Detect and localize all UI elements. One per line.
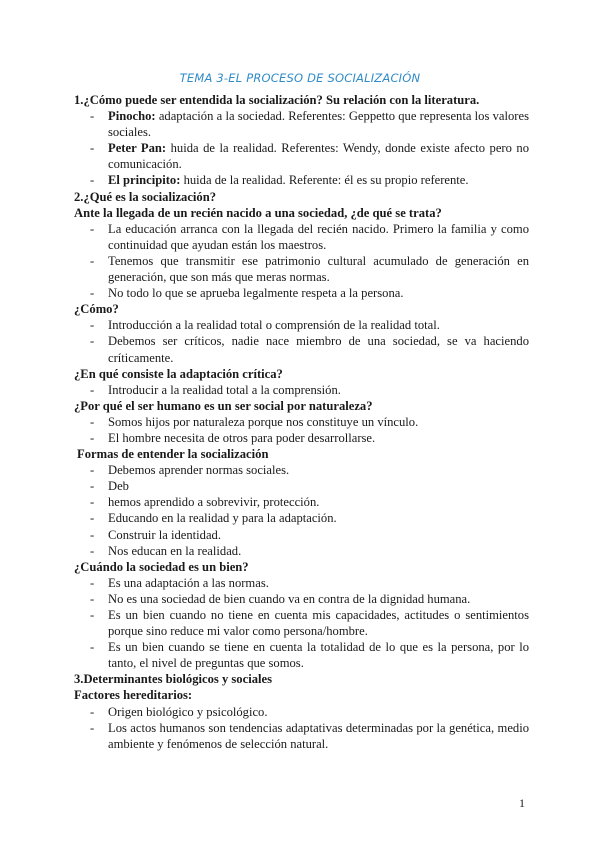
list-item-text: Origen biológico y psicológico. (108, 704, 268, 719)
list-item (74, 478, 529, 494)
list-item (74, 108, 529, 140)
list-item (74, 221, 529, 253)
list-item-text: Construir la identidad. (108, 527, 221, 542)
list-item-text: huida de la realidad. Referentes: Wendy, donde existe afecto pero no comunicación. (108, 141, 529, 172)
section-heading: Formas de entender la socialización (77, 447, 269, 462)
bullet-marker: - (90, 141, 95, 156)
list-item (74, 543, 529, 559)
bullet-marker: - (90, 318, 95, 333)
list-item (74, 704, 529, 720)
bullet-marker: - (90, 109, 95, 124)
section-heading: 3.Determinantes biológicos y sociales (74, 672, 272, 687)
list-item (74, 333, 529, 365)
list-item (74, 591, 529, 607)
bullet-marker: - (90, 430, 95, 445)
list-item (74, 462, 529, 478)
list-item-term: Peter Pan: (108, 141, 167, 156)
bullet-marker: - (90, 463, 95, 478)
list-item-term: El principito: (108, 173, 181, 188)
bullet-marker: - (90, 221, 95, 236)
bullet-marker: - (90, 704, 95, 719)
page-title: TEMA 3-EL PROCESO DE SOCIALIZACIÓN (179, 71, 421, 85)
page-number: 1 (519, 796, 525, 810)
list-item-text: El hombre necesita de otros para poder desarrollarse. (108, 430, 376, 445)
bullet-marker: - (90, 527, 95, 542)
list-item-text: No es una sociedad de bien cuando va en contra de la dignidad humana. (108, 591, 471, 606)
list-item (74, 414, 529, 430)
bullet-marker: - (90, 334, 95, 349)
bullet-marker: - (90, 286, 95, 301)
list-item-text: Deb (108, 479, 129, 494)
section-heading: ¿En qué consiste la adaptación crítica? (74, 366, 283, 381)
bullet-marker: - (90, 495, 95, 510)
list-item-text: huida de la realidad. Referente: él es su propio referente. (180, 173, 469, 188)
bullet-marker: - (90, 382, 95, 397)
bullet-marker: - (90, 575, 95, 590)
list-item (74, 720, 529, 752)
bullet-marker: - (90, 640, 95, 655)
list-item-text: Introducir a la realidad total a la comprensión. (108, 382, 341, 397)
list-item-text: La educación arranca con la llegada del recién nacido. Primero la familia y como continuidad que ayudan están los maestros. (108, 221, 529, 252)
list-item-text: Debemos ser críticos, nadie nace miembro de una sociedad, se va haciendo críticamente. (108, 334, 529, 365)
list-item-text: Somos hijos por naturaleza porque nos constituye un vínculo. (108, 414, 419, 429)
section-heading: Ante la llegada de un recién nacido a una sociedad, ¿de qué se trata? (74, 205, 442, 220)
list-item-text: Educando en la realidad y para la adaptación. (108, 511, 337, 526)
bullet-marker: - (90, 720, 95, 735)
list-item-text: Debemos aprender normas sociales. (108, 463, 290, 478)
list-item-text: hemos aprendido a sobrevivir, protección. (108, 495, 320, 510)
list-item-term: Pinocho: (108, 109, 156, 124)
section-heading: ¿Cómo? (74, 302, 119, 317)
bullet-marker: - (90, 173, 95, 188)
list-item (74, 317, 529, 333)
list-item (74, 172, 529, 188)
list-item (74, 639, 529, 671)
list-item (74, 285, 529, 301)
bullet-marker: - (90, 253, 95, 268)
list-item (74, 430, 529, 446)
bullet-marker: - (90, 479, 95, 494)
list-item (74, 575, 529, 591)
list-item-text: Introducción a la realidad total o comprensión de la realidad total. (108, 318, 440, 333)
section-heading: 1.¿Cómo puede ser entendida la socialización? Su relación con la literatura. (74, 93, 480, 107)
list-item (74, 253, 529, 285)
section-heading: 2.¿Qué es la socialización? (74, 189, 217, 204)
bullet-marker: - (90, 414, 95, 429)
bullet-marker: - (90, 608, 95, 622)
bullet-marker: - (90, 543, 95, 558)
list-item-text: Es un bien cuando se tiene en cuenta la totalidad de lo que es la persona, por lo tanto, el nivel de preguntas que somos. (108, 640, 529, 671)
list-item-text: Nos educan en la realidad. (108, 543, 242, 558)
list-item (74, 510, 529, 526)
section-heading: ¿Cuándo la sociedad es un bien? (74, 559, 249, 574)
bullet-marker: - (90, 511, 95, 526)
document-body (74, 92, 529, 752)
section-heading: ¿Por qué el ser humano es un ser social por naturaleza? (74, 398, 373, 413)
list-item-text: Es una adaptación a las normas. (108, 575, 269, 590)
list-item-text: Tenemos que transmitir ese patrimonio cultural acumulado de generación en generación, que son más que meras normas. (108, 253, 529, 285)
section-heading: Factores hereditarios: (74, 688, 193, 703)
list-item-text: No todo lo que se aprueba legalmente respeta a la persona. (108, 286, 404, 301)
bullet-marker: - (90, 591, 95, 606)
list-item-text: Es un bien cuando no tiene en cuenta mis capacidades, actitudes o sentimientos porque sino reduce mi valor como persona/hombre. (108, 608, 529, 639)
list-item-text: adaptación a la sociedad. Referentes: Geppetto que representa los valores sociales. (108, 109, 529, 140)
list-item-text: Los actos humanos son tendencias adaptativas determinadas por la genética, medio ambiente y fenómenos de selección natural. (108, 720, 529, 751)
list-item (74, 607, 529, 639)
list-item (74, 382, 529, 398)
list-item (74, 527, 529, 543)
list-item (74, 494, 529, 510)
list-item (74, 140, 529, 172)
